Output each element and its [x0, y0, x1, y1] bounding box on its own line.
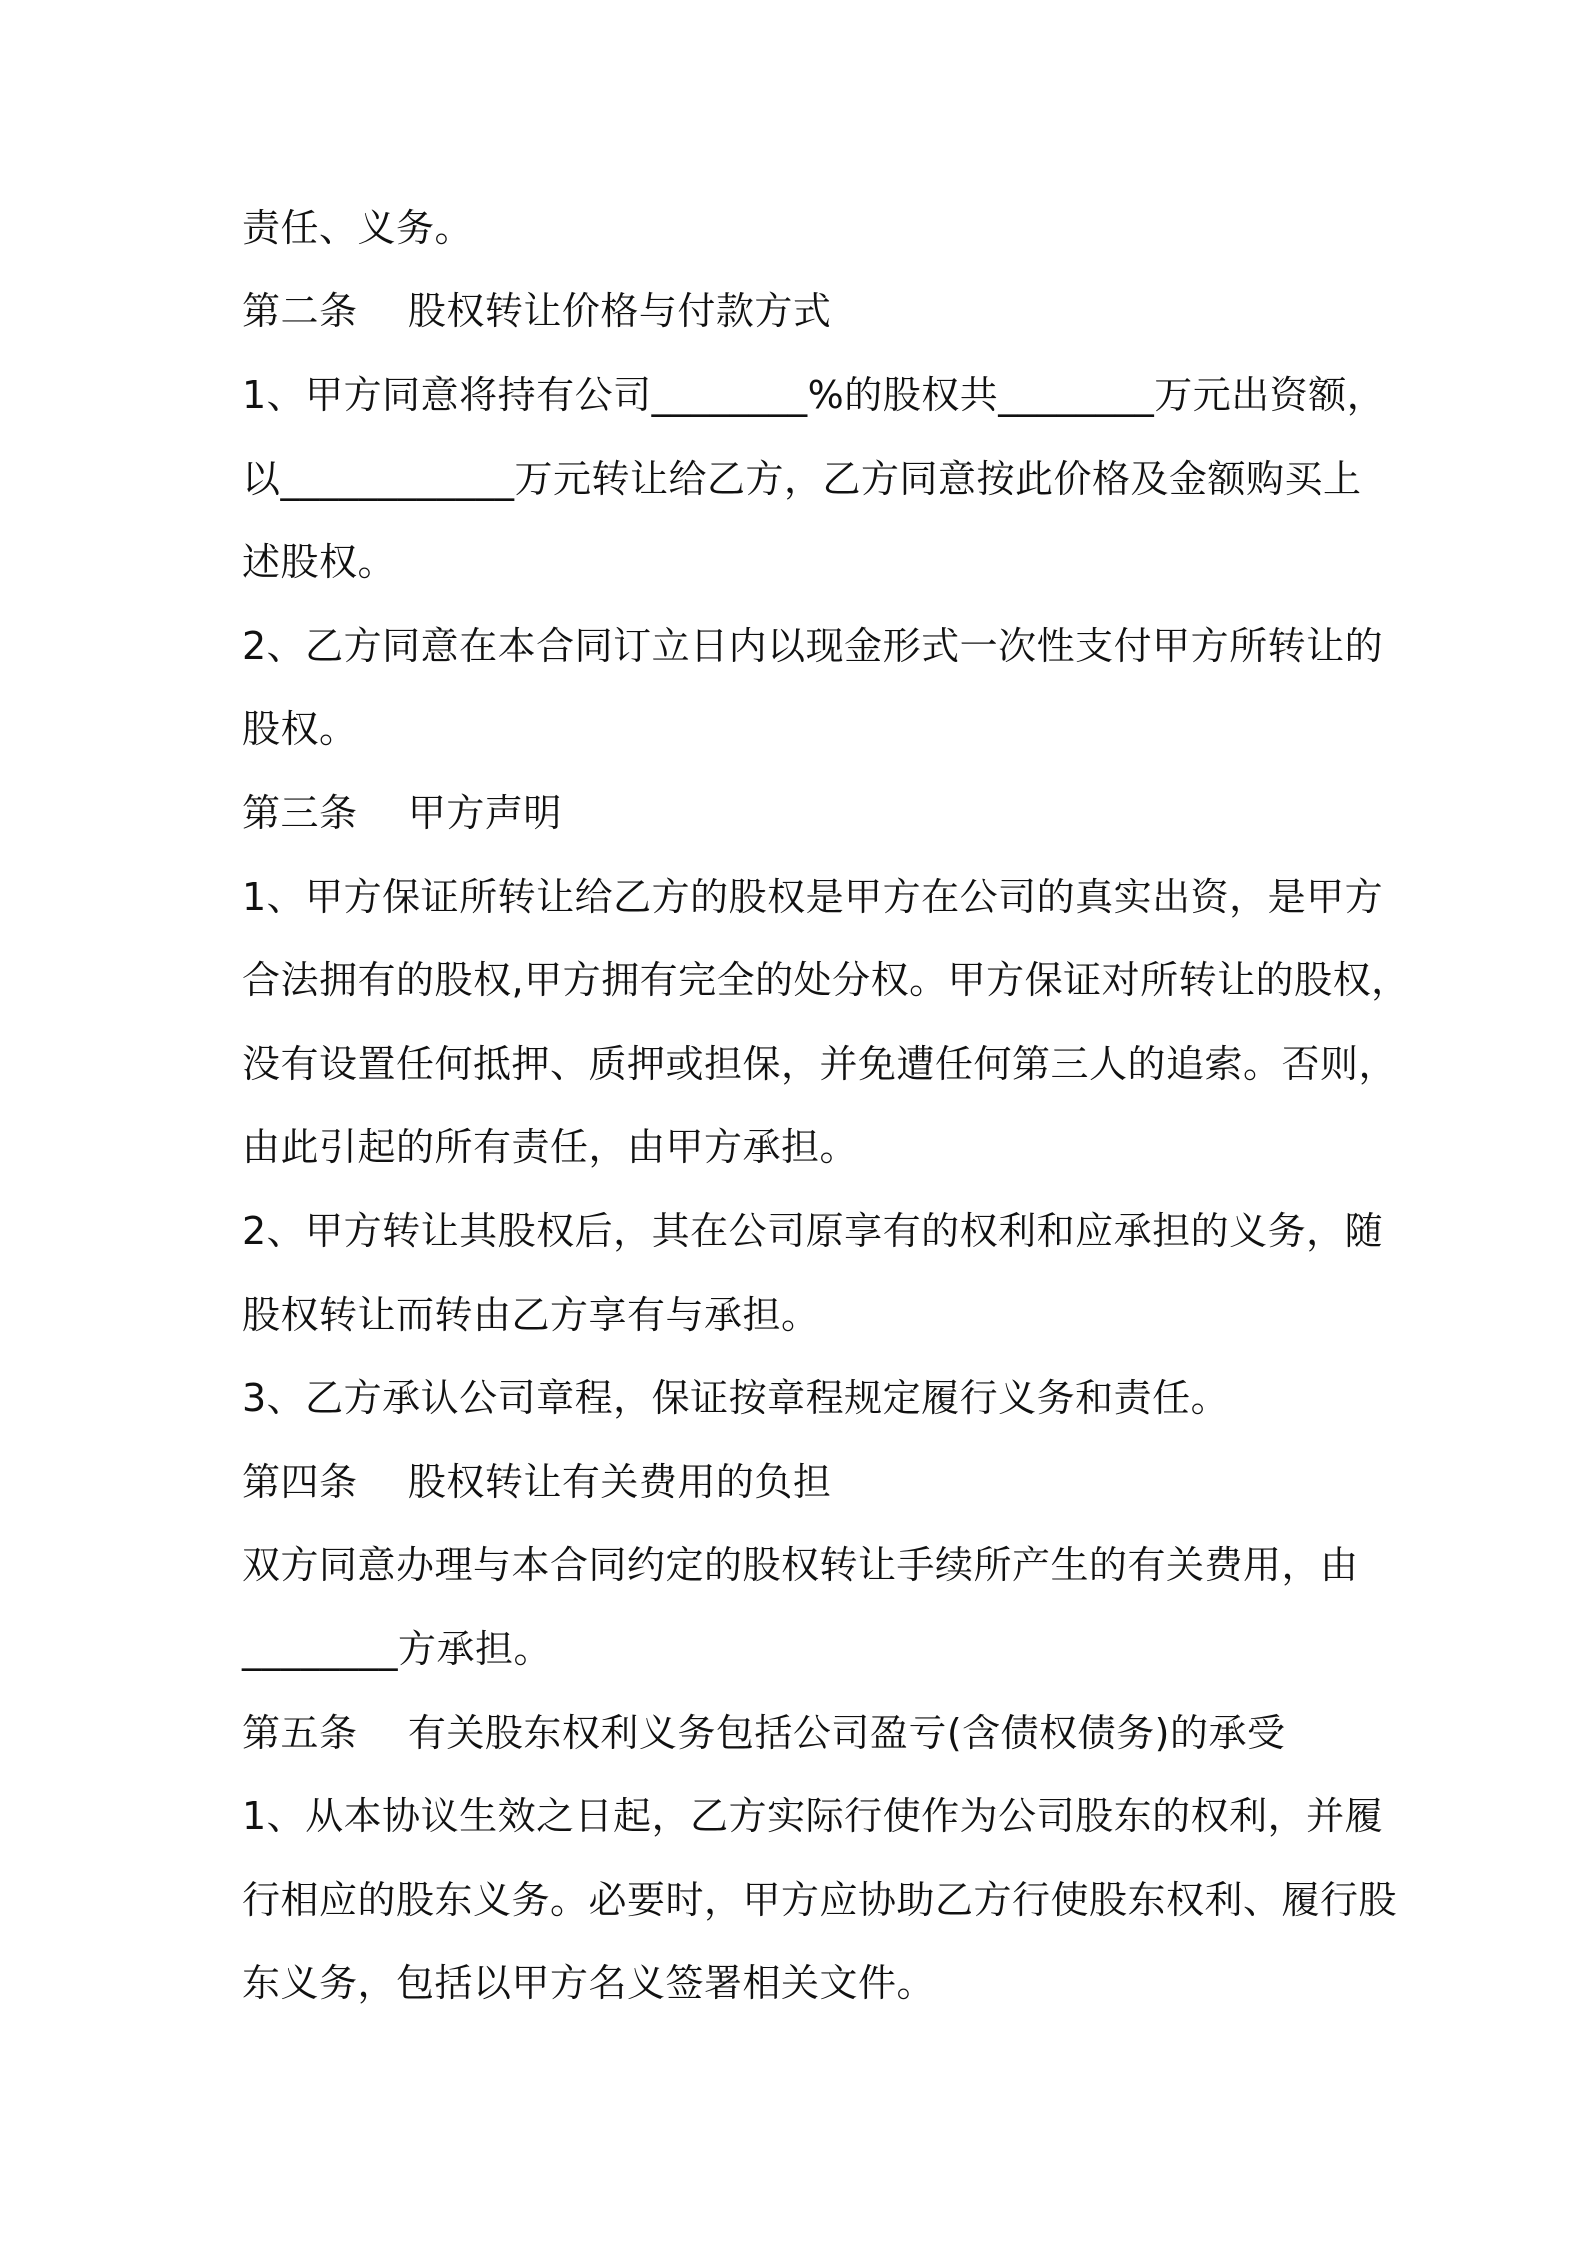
article-heading: 第五条 有关股东权利义务包括公司盈亏(含债权债务)的承受 [242, 1711, 1286, 1755]
text-line: 2、乙方同意在本合同订立日内以现金形式一次性支付甲方所转让的 [242, 624, 1384, 668]
text-line: 以____________万元转让给乙方，乙方同意按此价格及金额购买上 [242, 457, 1362, 501]
text-line: ________方承担。 [242, 1627, 553, 1671]
text-line: 由此引起的所有责任，由甲方承担。 [242, 1125, 859, 1169]
text-line: 双方同意办理与本合同约定的股权转让手续所产生的有关费用，由 [242, 1543, 1359, 1587]
text-line: 东义务，包括以甲方名义签署相关文件。 [242, 1961, 936, 2005]
article-heading: 第四条 股权转让有关费用的负担 [242, 1460, 832, 1504]
text-line: 3、乙方承认公司章程，保证按章程规定履行义务和责任。 [242, 1376, 1230, 1420]
text-line: 述股权。 [242, 540, 397, 584]
text-line: 1、甲方同意将持有公司________%的股权共________万元出资额， [242, 373, 1386, 417]
text-line: 责任、义务。 [242, 206, 474, 250]
text-line: 1、甲方保证所转让给乙方的股权是甲方在公司的真实出资，是甲方 [242, 875, 1384, 919]
article-heading: 第二条 股权转让价格与付款方式 [242, 289, 832, 333]
text-line: 2、甲方转让其股权后，其在公司原享有的权利和应承担的义务，随 [242, 1209, 1384, 1253]
text-line: 股权。 [242, 707, 358, 751]
text-line: 没有设置任何抵押、质押或担保，并免遭任何第三人的追索。否则， [242, 1042, 1398, 1086]
article-heading: 第三条 甲方声明 [242, 791, 562, 835]
text-line: 合法拥有的股权,甲方拥有完全的处分权。甲方保证对所转让的股权， [242, 958, 1410, 1002]
text-line: 股权转让而转由乙方享有与承担。 [242, 1293, 820, 1337]
text-line: 1、从本协议生效之日起，乙方实际行使作为公司股东的权利，并履 [242, 1794, 1384, 1838]
text-line: 行相应的股东义务。必要时，甲方应协助乙方行使股东权利、履行股 [242, 1878, 1398, 1922]
